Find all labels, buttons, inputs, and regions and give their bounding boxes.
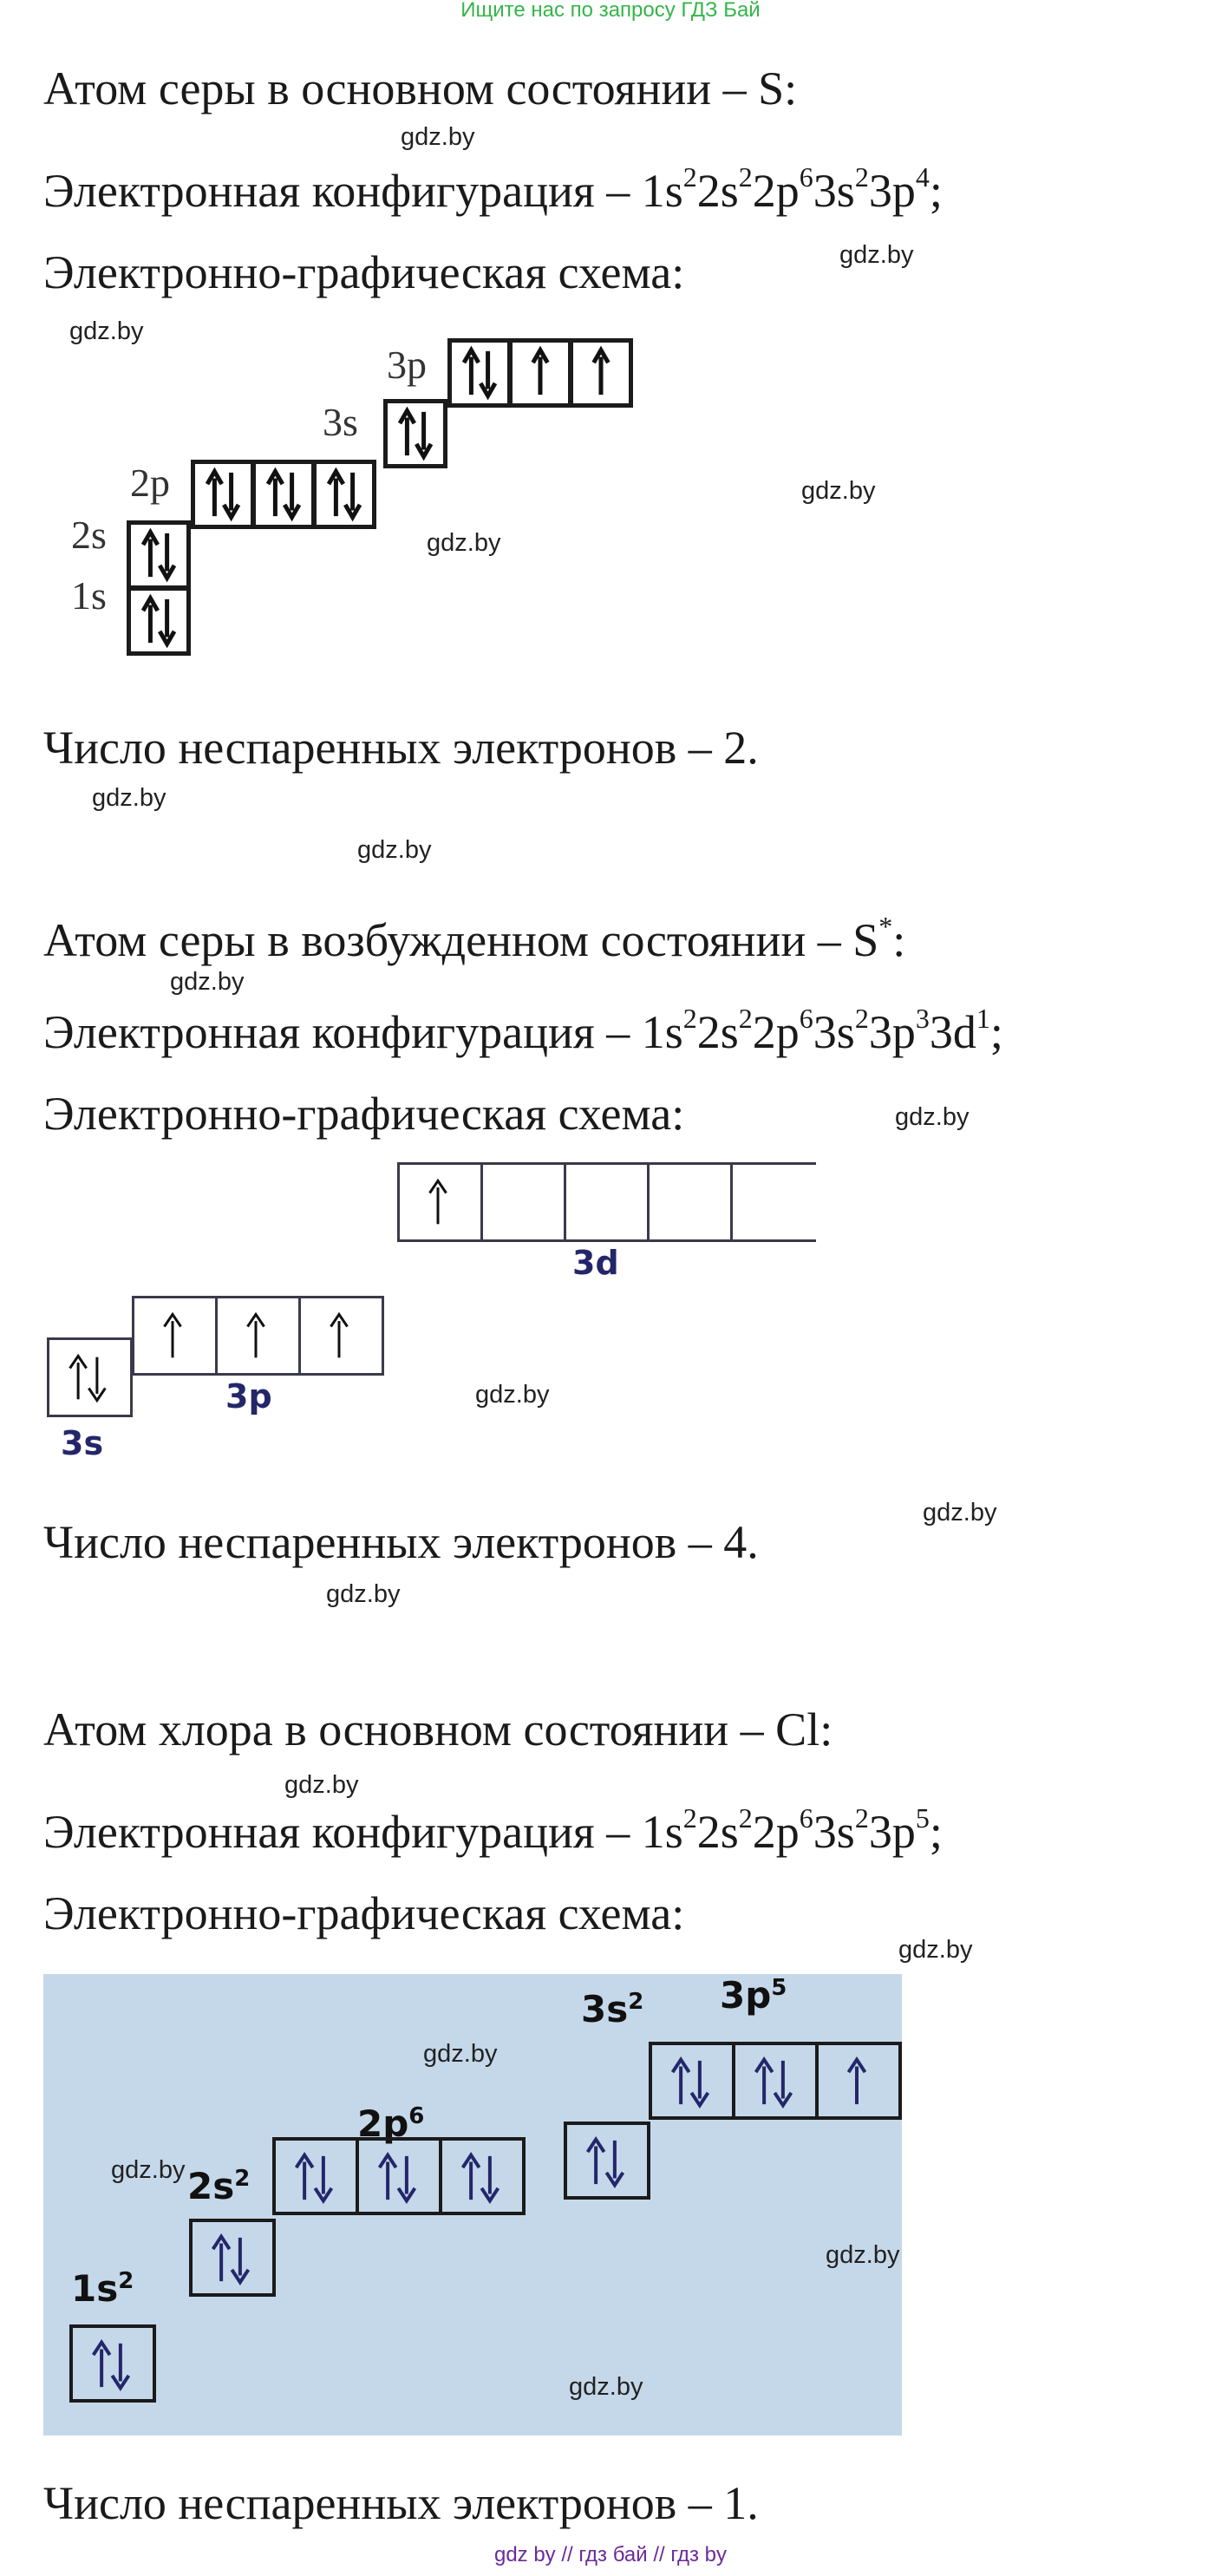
section3-title: Атом хлора в основном состоянии – Cl: <box>43 1703 833 1755</box>
electron-pair-icon <box>58 1350 117 1406</box>
config-formula <box>641 161 930 217</box>
watermark: gdz.by <box>170 968 245 996</box>
orbital-cell <box>356 2137 442 2215</box>
orbital-cell <box>132 1296 218 1376</box>
sulfur-ground-diagram <box>35 321 659 685</box>
config-formula <box>641 1003 990 1058</box>
orbital-label: 2s <box>71 513 107 557</box>
electron-count: 6 <box>799 1802 813 1834</box>
orbital-label: 3s <box>61 1424 104 1462</box>
orbital-cell <box>564 2122 650 2200</box>
electron-count: 6 <box>799 1003 813 1034</box>
watermark: gdz.by <box>839 241 914 269</box>
watermark: gdz.by <box>898 1936 973 1964</box>
header-search-link[interactable]: Ищите нас по запросу ГДЗ Бай <box>460 0 761 22</box>
orbital-name: 3s <box>581 1988 629 2030</box>
config-prefix: Электронная конфигурация – <box>43 1806 642 1858</box>
orbital-term: 3s <box>813 1806 855 1858</box>
orbital-cell <box>312 460 376 529</box>
orbital-term: 3d <box>929 1006 976 1058</box>
orbital-cell <box>439 2137 526 2215</box>
watermark: gdz.by <box>92 784 166 812</box>
section1-title: Атом серы в основном состоянии – S: <box>43 62 798 114</box>
footer-links[interactable]: gdz by // гдз бай // гдз by <box>493 2543 728 2566</box>
electron-count: 5 <box>771 1975 787 2001</box>
watermark: gdz.by <box>401 123 475 151</box>
config-suffix: ; <box>929 1806 943 1858</box>
electron-count: 2 <box>854 161 869 193</box>
electron-pair-icon <box>133 526 185 584</box>
electron-pair-icon <box>133 592 185 650</box>
orbital-term: 3s <box>813 1006 855 1058</box>
orbital-term: 1s <box>641 165 683 217</box>
electron-count: 2 <box>854 1802 869 1834</box>
title-end: : <box>892 914 906 966</box>
section2-title <box>43 904 905 966</box>
section2-scheme-label: Электронно-графическая схема: <box>43 1088 685 1140</box>
orbital-cell <box>189 2219 276 2297</box>
electron-pair-icon <box>197 466 249 523</box>
section2-unpaired: Число неспаренных электронов – 4. <box>43 1516 759 1568</box>
orbital-cell <box>69 2324 156 2403</box>
electron-pair-icon <box>82 2337 140 2394</box>
electron-count: 2 <box>682 161 697 193</box>
orbital-label: 1s <box>71 573 107 618</box>
section3-config <box>43 1795 943 1858</box>
electron-pair-icon <box>661 2054 720 2111</box>
electron-pair-icon <box>576 2134 635 2191</box>
title-main: Атом серы в возбужденном состоянии – S <box>43 914 879 966</box>
section3-scheme-label: Электронно-графическая схема: <box>43 1887 685 1939</box>
config-suffix: ; <box>989 1006 1003 1058</box>
watermark: gdz.by <box>111 2156 186 2184</box>
orbital-cell <box>508 338 572 408</box>
orbital-cell <box>298 1296 384 1376</box>
config-formula <box>641 1802 930 1858</box>
watermark: gdz.by <box>69 317 144 345</box>
orbital-cell <box>127 520 191 590</box>
orbital-term: 1s <box>641 1806 683 1858</box>
orbital-cell <box>732 2042 819 2120</box>
orbital-term: 3p <box>868 1006 916 1058</box>
watermark: gdz.by <box>826 2241 900 2269</box>
electron-up-icon <box>310 1309 369 1364</box>
electron-count: 2 <box>738 1003 753 1034</box>
electron-up-icon <box>827 2054 886 2111</box>
watermark: gdz.by <box>326 1580 401 1608</box>
orbital-cell <box>569 338 633 408</box>
orbital-cell <box>191 460 255 529</box>
orbital-term: 1s <box>641 1006 683 1058</box>
orbital-label <box>187 2165 250 2207</box>
electron-count: 6 <box>408 2103 425 2129</box>
orbital-term: 3s <box>813 165 855 217</box>
electron-up-icon <box>575 344 627 402</box>
orbital-label: 3d <box>572 1244 619 1282</box>
orbital-cell <box>647 1162 733 1242</box>
orbital-cell <box>649 2042 735 2120</box>
orbital-cell <box>272 2137 359 2215</box>
electron-pair-icon <box>318 466 370 523</box>
orbital-term: 2p <box>752 1806 800 1858</box>
orbital-label <box>720 1974 787 2017</box>
config-suffix: ; <box>929 165 943 217</box>
section1-scheme-label: Электронно-графическая схема: <box>43 246 685 298</box>
orbital-label: 2p <box>130 461 170 505</box>
electron-count: 2 <box>854 1003 869 1034</box>
config-prefix: Электронная конфигурация – <box>43 1006 642 1058</box>
orbital-name: 2s <box>187 2165 235 2207</box>
electron-count: 1 <box>976 1003 990 1034</box>
sulfur-excited-diagram <box>35 1162 867 1474</box>
orbital-cell <box>815 2042 902 2120</box>
electron-up-icon <box>408 1175 467 1231</box>
orbital-term: 3p <box>868 165 916 217</box>
electron-count: 2 <box>118 2268 134 2294</box>
watermark: gdz.by <box>357 836 432 864</box>
electron-count: 2 <box>628 1989 644 2015</box>
orbital-cell <box>215 1296 301 1376</box>
electron-pair-icon <box>744 2054 803 2111</box>
orbital-cell <box>480 1162 566 1242</box>
orbital-cell <box>730 1162 816 1242</box>
electron-pair-icon <box>451 2149 510 2207</box>
orbital-term: 2s <box>696 1806 739 1858</box>
orbital-label <box>71 2267 134 2310</box>
electron-count: 2 <box>234 2166 251 2192</box>
section2-config <box>43 996 1003 1058</box>
watermark: gdz.by <box>475 1381 550 1409</box>
orbital-name: 1s <box>71 2267 119 2310</box>
watermark: gdz.by <box>423 2040 498 2068</box>
orbital-cell <box>47 1337 133 1417</box>
electron-pair-icon <box>454 344 506 402</box>
orbital-term: 2p <box>752 1006 800 1058</box>
orbital-cell <box>251 460 316 529</box>
orbital-term: 2s <box>696 1006 739 1058</box>
electron-up-icon <box>143 1309 202 1364</box>
orbital-label <box>581 1988 643 2030</box>
electron-count: 2 <box>682 1003 697 1034</box>
watermark: gdz.by <box>801 477 876 505</box>
section1-config <box>43 154 943 217</box>
watermark: gdz.by <box>427 529 501 557</box>
section1-unpaired: Число неспаренных электронов – 2. <box>43 722 759 774</box>
orbital-term: 2p <box>752 165 800 217</box>
orbital-cell <box>127 586 191 656</box>
electron-count: 2 <box>738 1802 753 1834</box>
watermark: gdz.by <box>923 1499 997 1527</box>
electron-pair-icon <box>389 405 441 462</box>
electron-count: 2 <box>738 161 753 193</box>
electron-pair-icon <box>368 2149 427 2207</box>
electron-pair-icon <box>284 2149 343 2207</box>
orbital-term: 2s <box>696 165 739 217</box>
orbital-cell <box>383 399 447 468</box>
electron-count: 6 <box>799 161 813 193</box>
section3-unpaired: Число неспаренных электронов – 1. <box>43 2477 759 2529</box>
orbital-label: 3s <box>323 400 358 444</box>
orbital-name: 2p <box>357 2102 409 2145</box>
watermark: gdz.by <box>284 1771 359 1799</box>
orbital-term: 3p <box>868 1806 916 1858</box>
title-sup: * <box>878 911 893 942</box>
orbital-cell <box>447 338 512 408</box>
electron-pair-icon <box>258 466 310 523</box>
electron-pair-icon <box>201 2231 260 2288</box>
orbital-label: 3p <box>387 343 427 387</box>
orbital-name: 3p <box>720 1974 772 2017</box>
orbital-cell <box>397 1162 483 1242</box>
config-prefix: Электронная конфигурация – <box>43 165 642 217</box>
electron-count: 3 <box>915 1003 930 1034</box>
orbital-cell <box>564 1162 650 1242</box>
orbital-label: 3p <box>225 1377 272 1415</box>
watermark: gdz.by <box>569 2373 643 2401</box>
electron-up-icon <box>514 344 566 402</box>
watermark: gdz.by <box>895 1103 970 1131</box>
electron-count: 2 <box>682 1802 697 1834</box>
electron-count: 5 <box>915 1802 930 1834</box>
electron-count: 4 <box>915 161 930 193</box>
electron-up-icon <box>226 1309 285 1364</box>
